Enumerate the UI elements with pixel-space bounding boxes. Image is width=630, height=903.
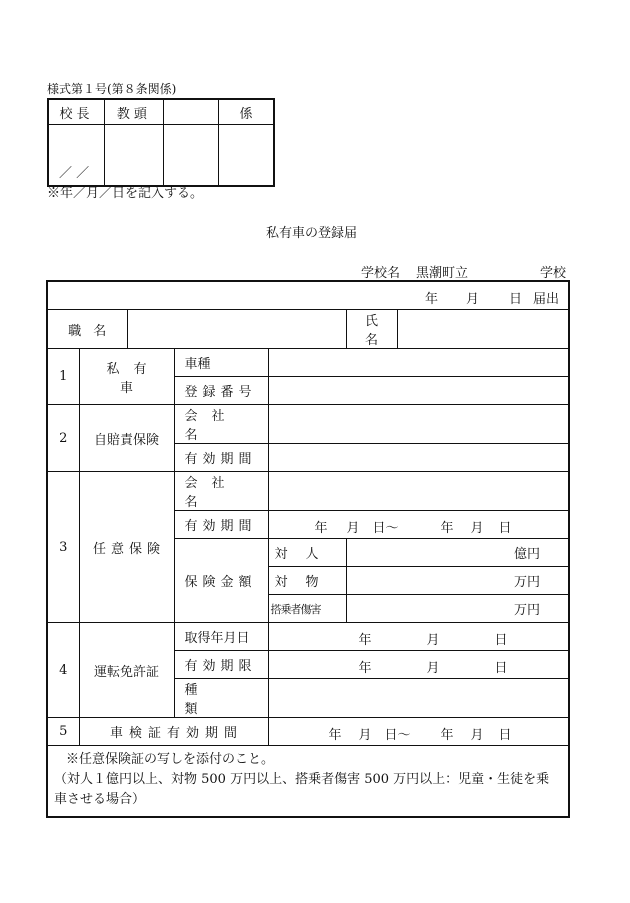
row5-period-day2: 日	[498, 728, 512, 743]
submission-year: 年	[425, 292, 439, 307]
approval-stamp-blank[interactable]	[163, 125, 218, 187]
position-label: 職名	[47, 310, 127, 349]
row4-valid-month: 月	[426, 661, 440, 676]
row4-valid-field[interactable]	[268, 651, 569, 679]
school-label: 学校名	[361, 266, 401, 281]
row4-label: 運転免許証	[79, 623, 174, 718]
approval-stamp-principal[interactable]	[48, 125, 105, 187]
school-suffix: 学校	[540, 266, 567, 281]
row4-acquired-year: 年	[358, 633, 372, 648]
row1-registration-label: 登録番号	[174, 377, 268, 405]
form-number: 様式第１号(第８条関係)	[47, 82, 177, 96]
approval-col-blank	[163, 99, 218, 125]
row3-company-label: 会社名	[174, 472, 268, 511]
row3-label: 任意保険	[79, 472, 174, 623]
row1-number: 1	[47, 349, 79, 405]
row3-coverage-passenger-label: 搭乗者傷害	[268, 595, 346, 623]
row3-coverage-person-label: 対人	[268, 539, 346, 567]
approval-note: ※年／月／日を記入する。	[47, 186, 204, 201]
row4-acquired-day: 日	[494, 633, 508, 648]
row3-period-day2: 日	[498, 521, 512, 536]
row1-registration-field[interactable]	[268, 377, 569, 405]
name-label: 氏名	[346, 310, 397, 349]
row1-car-type-field[interactable]	[268, 349, 569, 377]
position-field[interactable]	[127, 310, 346, 349]
registration-form-table	[46, 280, 570, 818]
approval-col-staff: 係	[218, 99, 274, 125]
row3-coverage-passenger-unit: 万円	[514, 603, 541, 618]
row5-period-day1: 日～	[384, 728, 411, 743]
row5-period-month1: 月	[358, 728, 372, 743]
row3-coverage-person-unit: 億円	[514, 547, 541, 562]
row3-coverage-property-field[interactable]	[346, 567, 569, 595]
form-title: 私有車の登録届	[266, 226, 358, 241]
row2-number: 2	[47, 405, 79, 472]
approval-date-marks: ／ ／	[59, 166, 90, 181]
row3-period-year2: 年	[440, 521, 454, 536]
row4-valid-day: 日	[494, 661, 508, 676]
submission-date-row[interactable]	[47, 281, 569, 310]
row5-label: 車検証有効期間	[79, 718, 268, 746]
row3-coverage-person-field[interactable]	[346, 539, 569, 567]
row4-number: 4	[47, 623, 79, 718]
row5-period-field[interactable]	[268, 718, 569, 746]
row4-kind-field[interactable]	[268, 679, 569, 718]
school-town: 黒潮町立	[416, 266, 469, 281]
note-attach: ※任意保険証の写しを添付のこと。	[66, 752, 275, 767]
row3-period-day1: 日～	[372, 521, 399, 536]
row5-number: 5	[47, 718, 79, 746]
row2-company-label: 会社名	[174, 405, 268, 444]
row2-company-field[interactable]	[268, 405, 569, 444]
row2-period-field[interactable]	[268, 444, 569, 472]
row4-kind-label: 種類	[174, 679, 268, 718]
row3-period-field[interactable]	[268, 511, 569, 539]
note-conditions: （対人１億円以上、対物 500 万円以上、搭乗者傷害 500 万円以上：児童・生徒を乗車させる場合）	[54, 772, 550, 807]
submission-month: 月	[466, 292, 480, 307]
row5-period-year2: 年	[440, 728, 454, 743]
row3-company-field[interactable]	[268, 472, 569, 511]
school-line	[360, 262, 568, 281]
row3-number: 3	[47, 472, 79, 623]
row3-coverage-property-unit: 万円	[514, 575, 541, 590]
approval-stamp-table	[47, 98, 275, 187]
row3-coverage-property-label: 対物	[268, 567, 346, 595]
row5-period-month2: 月	[470, 728, 484, 743]
submission-day: 日	[509, 292, 523, 307]
row2-label: 自賠責保険	[79, 405, 174, 472]
approval-col-principal: 校長	[48, 99, 105, 125]
submission-submitted: 届出	[533, 292, 560, 307]
row3-period-year1: 年	[314, 521, 328, 536]
approval-stamp-staff[interactable]	[218, 125, 274, 187]
row4-acquired-field[interactable]	[268, 623, 569, 651]
row4-valid-year: 年	[358, 661, 372, 676]
name-field[interactable]	[397, 310, 569, 349]
row1-car-type-label: 車種	[174, 349, 268, 377]
row5-period-year1: 年	[328, 728, 342, 743]
notes-cell	[47, 746, 569, 818]
row3-period-label: 有効期間	[174, 511, 268, 539]
row4-acquired-month: 月	[426, 633, 440, 648]
row3-coverage-passenger-field[interactable]	[346, 595, 569, 623]
approval-col-vice-principal: 教頭	[105, 99, 164, 125]
row3-period-month2: 月	[470, 521, 484, 536]
row4-valid-label: 有効期限	[174, 651, 268, 679]
row3-amount-label: 保険金額	[174, 539, 268, 623]
row1-label: 私有車	[79, 349, 174, 405]
row2-period-label: 有効期間	[174, 444, 268, 472]
approval-stamp-vice-principal[interactable]	[105, 125, 164, 187]
row4-acquired-label: 取得年月日	[174, 623, 268, 651]
row3-period-month1: 月	[346, 521, 360, 536]
